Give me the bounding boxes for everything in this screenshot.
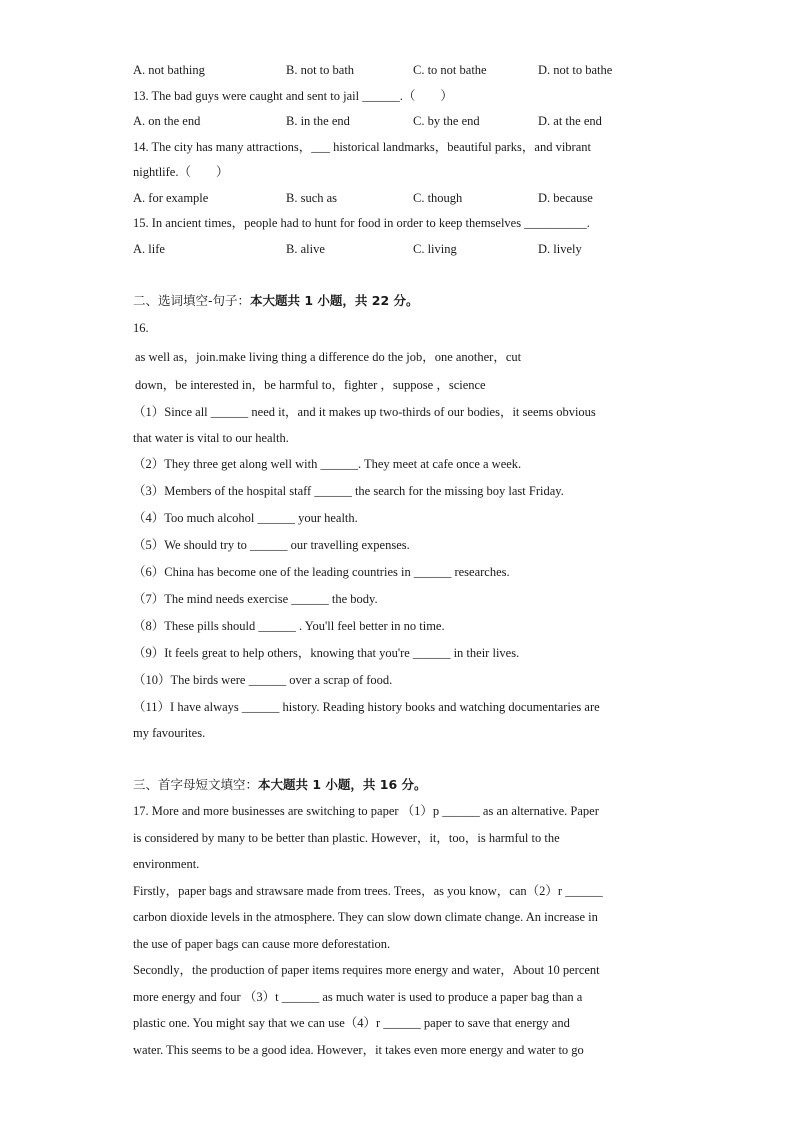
q16-item-2: （2）They three get along well with ______. They meet at cafe once a week. [133, 457, 522, 471]
q17-line-1: 17. More and more businesses are switching to paper （1）p ______ as an alternative. Paper [133, 804, 599, 818]
q17-line-3: environment. [133, 857, 200, 871]
q15-stem: 15. In ancient times，people had to hunt for food in order to keep themselves __________. [133, 216, 590, 230]
q16-item-1-cont: that water is vital to our health. [133, 431, 289, 445]
q14-stem-line2: nightlife.（ ） [133, 165, 229, 179]
section-2-title [133, 288, 663, 314]
q13-option-a[interactable]: A. on the end [133, 114, 201, 128]
q16-item-6: （6）China has become one of the leading countries in ______ researches. [133, 565, 510, 579]
q14-option-c[interactable]: C. though [413, 190, 463, 205]
spacer [133, 262, 663, 288]
q13-stem: 13. The bad guys were caught and sent to jail ______.（ ） [133, 88, 453, 103]
q17-passage [133, 798, 663, 1063]
q17-line-10: water. This seems to be a good idea. However，it takes even more energy and water to go [133, 1042, 584, 1057]
q13-options [133, 109, 663, 135]
q16-wordbank-line2: down，be interested in，be harmful to，fighter ，suppose ，science [135, 378, 486, 392]
q17-line-7: Secondly，the production of paper items requires more energy and water，About 10 percent [133, 963, 600, 977]
q12-option-d[interactable]: D. not to bathe [538, 63, 613, 77]
q17-line-5: carbon dioxide levels in the atmosphere. They can slow down climate change. An increase in [133, 910, 598, 924]
q12-options [133, 58, 663, 84]
q17-line-8: more energy and four （3）t ______ as much water is used to produce a paper bag than a [133, 989, 583, 1004]
q12-option-b[interactable]: B. not to bath [286, 63, 355, 77]
q17-line-6: the use of paper bags can cause more deforestation. [133, 936, 391, 951]
q13-option-d[interactable]: D. at the end [538, 114, 602, 128]
q16-item-1: （1）Since all ______ need it，and it makes up two-thirds of our bodies，it seems obvious [133, 405, 596, 419]
q16-item-10: （10）The birds were ______ over a scrap of food. [133, 673, 393, 687]
q15-option-b[interactable]: B. alive [286, 241, 325, 256]
q12-option-c[interactable]: C. to not bathe [413, 63, 487, 77]
q16-number: 16. [133, 321, 149, 335]
q14-options [133, 186, 663, 212]
q15-options [133, 237, 663, 263]
q14-option-a[interactable]: A. for example [133, 190, 209, 205]
spacer [133, 746, 663, 772]
q16-wordbank-line1: as well as，join.make living thing a difference do the job，one another，cut [135, 350, 522, 364]
q14-option-b[interactable]: B. such as [286, 190, 338, 205]
q16-item-3: （3）Members of the hospital staff ______ the search for the missing boy last Friday. [133, 484, 564, 498]
section-3-title [133, 772, 663, 798]
q15-option-c[interactable]: C. living [413, 241, 457, 256]
exam-page [133, 58, 663, 1063]
q16-item-11: （11）I have always ______ history. Reading history books and watching documentaries are [133, 700, 600, 714]
q16-item-5: （5）We should try to ______ our travelling expenses. [133, 538, 410, 552]
q12-option-a[interactable]: A. not bathing [133, 63, 205, 77]
section-3-title-info: 本大题共 1 小题，共 16 分。 [258, 777, 427, 792]
q16-item-11-cont: my favourites. [133, 726, 206, 740]
q16-item-9: （9）It feels great to help others，knowing that you're ______ in their lives. [133, 646, 520, 660]
q17-line-9: plastic one. You might say that we can use（4）r ______ paper to save that energy and [133, 1016, 570, 1030]
q16-item-7: （7）The mind needs exercise ______ the body. [133, 592, 378, 606]
q14-stem-line1: 14. The city has many attractions，___ historical landmarks，beautiful parks，and vibrant [133, 139, 591, 154]
q15-option-d[interactable]: D. lively [538, 241, 582, 256]
q16-item-8: （8）These pills should ______ . You'll feel better in no time. [133, 619, 445, 633]
q17-line-4: Firstly，paper bags and strawsare made from trees. Trees，as you know，can（2）r ______ [133, 883, 603, 898]
section-2-title-info: 本大题共 1 小题，共 22 分。 [250, 293, 419, 308]
q17-line-2: is considered by many to be better than plastic. However，it，too，is harmful to the [133, 830, 560, 845]
q13-option-c[interactable]: C. by the end [413, 114, 480, 128]
q13-option-b[interactable]: B. in the end [286, 114, 350, 128]
section-2-title-prefix: 二、选词填空-句子： [133, 293, 251, 308]
q15-option-a[interactable]: A. life [133, 241, 165, 256]
q16-item-4: （4）Too much alcohol ______ your health. [133, 511, 358, 525]
section-3-title-prefix: 三、首字母短文填空： [133, 777, 259, 792]
q14-option-d[interactable]: D. because [538, 190, 593, 205]
